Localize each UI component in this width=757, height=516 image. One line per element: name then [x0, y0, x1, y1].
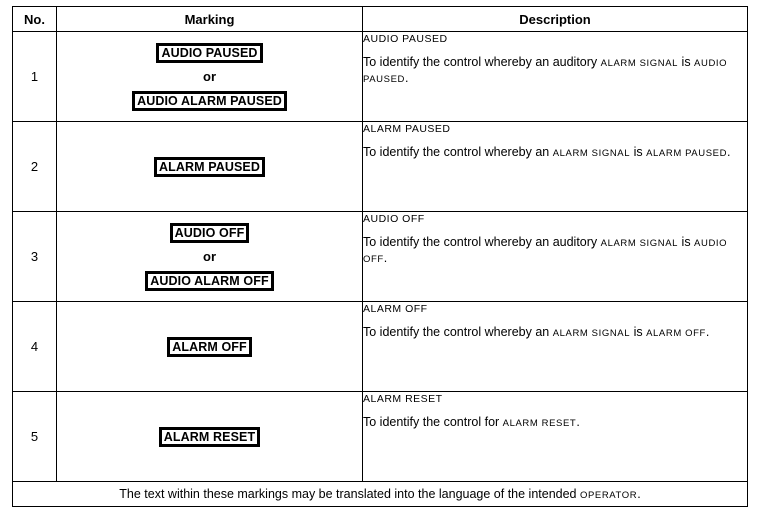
marking-label-alt: AUDIO ALARM PAUSED [132, 91, 287, 111]
description-text: To identify the control for ALARM RESET. [363, 415, 580, 429]
marking-label: ALARM RESET [159, 427, 260, 447]
description-cell [363, 302, 748, 392]
marking-cell [57, 122, 363, 212]
header-marking: Marking [57, 7, 363, 32]
description-title: AUDIO PAUSED [363, 33, 448, 45]
header-row [13, 7, 748, 32]
row-number: 4 [13, 302, 57, 392]
row-number: 5 [13, 392, 57, 482]
marking-label: AUDIO OFF [170, 223, 250, 243]
marking-cell [57, 32, 363, 122]
description-title: ALARM OFF [363, 303, 428, 315]
description-title: AUDIO OFF [363, 213, 425, 225]
description-text: To identify the control whereby an auditory ALARM SIGNAL is AUDIO PAUSED. [363, 55, 728, 85]
footer-row [13, 482, 748, 507]
description-title: ALARM PAUSED [363, 123, 451, 135]
table-row [13, 302, 748, 392]
marking-label-alt: AUDIO ALARM OFF [145, 271, 273, 291]
description-cell [363, 122, 748, 212]
table-row [13, 392, 748, 482]
header-description: Description [363, 7, 748, 32]
marking-cell [57, 302, 363, 392]
description-title: ALARM RESET [363, 393, 443, 405]
header-no: No. [13, 7, 57, 32]
table-row [13, 32, 748, 122]
or-label: or [203, 68, 216, 84]
description-text: To identify the control whereby an ALARM SIGNAL is ALARM PAUSED. [363, 145, 731, 159]
marking-label: ALARM OFF [167, 337, 252, 357]
description-cell [363, 32, 748, 122]
marking-label: AUDIO PAUSED [156, 43, 262, 63]
table-footnote: The text within these markings may be translated into the language of the intended OPERATOR. [13, 482, 748, 507]
alarm-marking-table [12, 6, 748, 507]
description-cell [363, 392, 748, 482]
row-number: 1 [13, 32, 57, 122]
marking-cell [57, 212, 363, 302]
description-text: To identify the control whereby an ALARM SIGNAL is ALARM OFF. [363, 325, 710, 339]
row-number: 3 [13, 212, 57, 302]
description-cell [363, 212, 748, 302]
row-number: 2 [13, 122, 57, 212]
table-row [13, 122, 748, 212]
marking-cell [57, 392, 363, 482]
description-text: To identify the control whereby an auditory ALARM SIGNAL is AUDIO OFF. [363, 235, 728, 265]
or-label: or [203, 248, 216, 264]
table-row [13, 212, 748, 302]
marking-label: ALARM PAUSED [154, 157, 265, 177]
